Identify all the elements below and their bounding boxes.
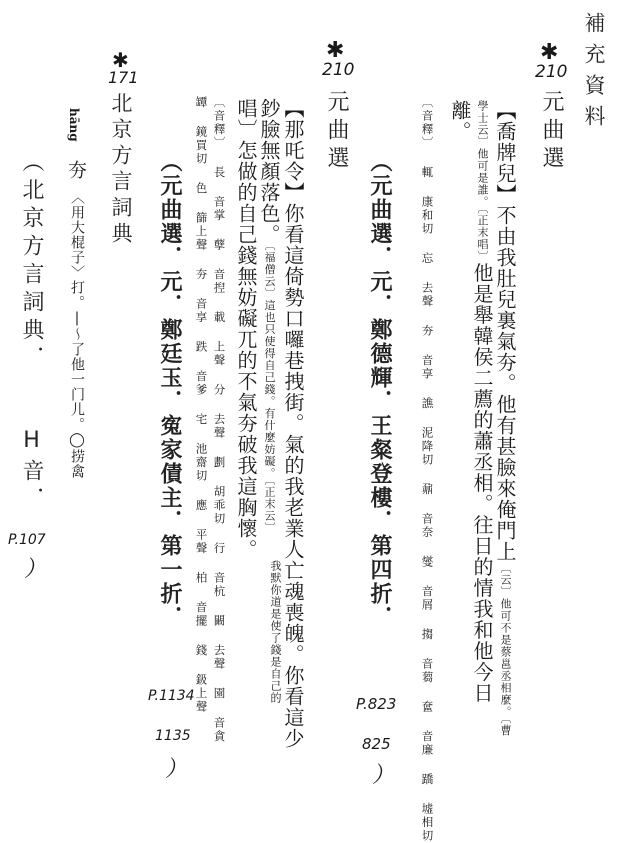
entry-1-mark: ✱ bbox=[540, 40, 559, 65]
entry-1-close: ） bbox=[372, 763, 395, 788]
entry-2-text-line-2-note: 我默你道是使了錢是自己的 bbox=[269, 560, 282, 704]
entry-1-source-label: 元曲選 bbox=[539, 90, 564, 174]
entry-2-phonetic-a: 〔音釋〕 長 音掌 孽 音揑 載 上聲 分 去聲 劃 胡乖切 行 音杭 闞 去聲 園 音貪 bbox=[212, 96, 227, 744]
entry-2-close: ） bbox=[165, 757, 188, 782]
entry-2-text-line-2: 鈔臉無顏落色。〔福僧云〕這也只使得自己錢。有什麼妨礙。〔正末云〕 bbox=[257, 98, 281, 534]
entry-3-page-ref: P.107 bbox=[8, 532, 46, 548]
entry-1-page-ref-2: 825 bbox=[362, 735, 391, 753]
entry-2-text-line-3: 唱〕怎做的自己錢無妨礙兀的不氣夯破我這胸懷。 bbox=[234, 98, 258, 560]
entry-3-number: 171 bbox=[108, 68, 139, 87]
page-header: 補充資料 bbox=[582, 12, 606, 136]
entry-2-source-label: 元曲選 bbox=[324, 90, 349, 174]
entry-1-title-line: 【喬牌兒】不由我肚兒裏氣夯。他有甚臉來俺門上〔云〕他可不是蔡邕丞相麼。〔曹 bbox=[493, 100, 517, 737]
entry-3-citation: （北京方言詞典． bbox=[19, 150, 44, 374]
entry-2-mark: ✱ bbox=[326, 38, 345, 63]
entry-1-number: 210 bbox=[535, 62, 568, 82]
entry-2-phonetic-b: 罈 鏡買切 色 篩上聲 夯 音享 跌 音爹 宅 池齋切 應 平聲 柏 音擺 錢 鈒上聲 bbox=[194, 96, 209, 714]
entry-1-phonetic: 〔音釋〕 輒 康和切 忘 去聲 夯 音享 譙 泥降切 鼐 音奈 燮 音屑 搊 音蒭 奩 音廉 蹻 墟相切 bbox=[420, 96, 435, 843]
entry-2-number: 210 bbox=[322, 60, 355, 80]
entry-3-headword: 夯 bbox=[65, 160, 87, 179]
entry-3-source-label: 北京方言詞典 bbox=[109, 92, 133, 248]
entry-2-citation: （元曲選．元．鄭廷玉．寃家債主．第一折． bbox=[157, 150, 182, 630]
entry-1-page-ref-1: P.823 bbox=[356, 695, 397, 713]
entry-2-text-line-1: 【那吒令】你看這倚勢口囉巷拽街。氣的我老業人亡魂喪魄。你看這少 bbox=[281, 98, 305, 749]
entry-3-close: ） bbox=[24, 557, 47, 582]
entry-2-page-ref-1: P.1134 bbox=[148, 688, 195, 704]
entry-2-page-ref-2: 1135 bbox=[155, 728, 191, 744]
entry-1-line-3: 離。 bbox=[448, 100, 472, 142]
entry-3-definition: 〈用大棍子〉打。|～了他一门儿。◯捞禽 bbox=[69, 190, 85, 479]
entry-1-citation: （元曲選．元．鄭德輝．王粲登樓．第四折． bbox=[367, 150, 392, 630]
entry-3-citation-part-2: H音． bbox=[19, 428, 44, 515]
entry-3-mark: ✱ bbox=[112, 48, 129, 72]
entry-1-line-2: 學士云〕他可是誰。〔正末唱〕他是舉韓侯二薦的蕭丞相。往日的情我和他今日 bbox=[470, 100, 494, 704]
entry-3-pinyin: hāng bbox=[67, 108, 81, 142]
